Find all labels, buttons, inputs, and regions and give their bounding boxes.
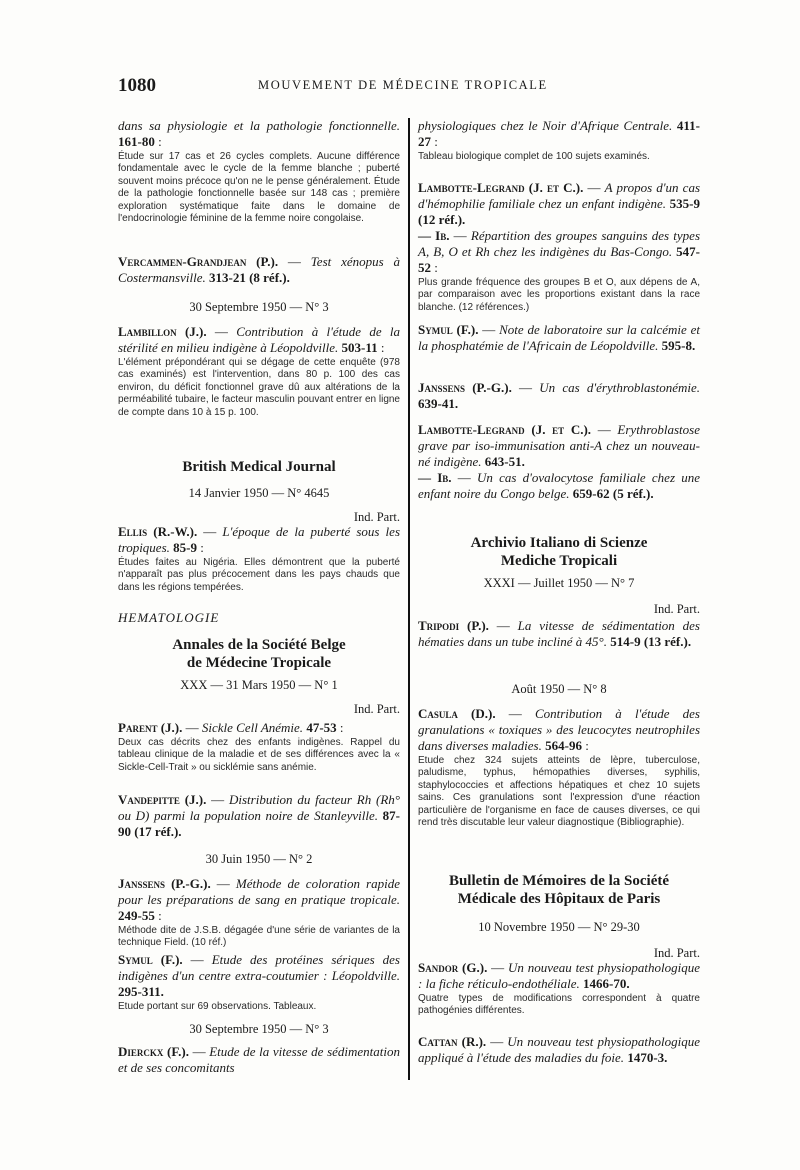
entry-symul-2: Symul (F.). — Note de laboratoire sur la calcémie et la phosphatémie de l'Africain de Léopoldville. 595-8. [418,322,700,353]
issue-date: XXX — 31 Mars 1950 — N° 1 [180,678,338,692]
entry-janssens: Janssens (P.-G.). — Méthode de coloration rapide pour les préparations de sang en pratique tropicale. 249-55 : Méthode dite de J.S.B. dégagée d'une série de variantes de la technique Field. (10 réf.) [118,876,400,949]
entry-pages: 503-11 [338,340,378,355]
ind-part-label: Ind. Part. [653,946,700,960]
entry-pages: 595-8. [658,338,696,353]
entry-pages: 161-80 [118,134,155,149]
entry-title: Sickle Cell Anémie. [201,720,304,735]
issue-date: 30 Septembre 1950 — N° 3 [189,300,329,314]
entry-dierckx: Dierckx (F.). — Etude de la vitesse de sédimentation et de ses concomitants [118,1044,400,1075]
entry-author: Dierckx (F.). [118,1044,189,1059]
entry-vercammen: Vercammen-Grandjean (P.). — Test xénopus à Costermansville. 313-21 (8 réf.). [118,254,401,285]
entry-author: Ellis (R.-W.). [118,524,198,539]
running-title: MOUVEMENT DE MÉDECINE TROPICALE [258,78,548,92]
issue-date: 30 Juin 1950 — N° 2 [205,852,313,866]
entry-pages: 87-90 (17 réf.). [118,808,400,839]
entry-pages: 643-51. [481,454,525,469]
entry-author: Janssens (P.-G.). [118,876,211,891]
entry-note: Etude portant sur 69 observations. Tableaux. [118,1001,317,1012]
entry-author: Vercammen-Grandjean (P.). [118,254,279,269]
entry-symul: Symul (F.). — Etude des protéines sériques des indigènes d'un centre extra-coutumier : Léopoldville. 295-311. Etude portant sur 69 observations. Tableaux. [118,952,400,1012]
ind-part-label: Ind. Part. [353,510,400,524]
entry-pages: 564-96 [541,738,582,753]
entry-author: Symul (F.). [118,952,183,967]
entry-casula: Casula (D.). — Contribution à l'étude des granulations « toxiques » des leucocytes neutrophiles dans diverses maladies. 564-96 : Etude chez 324 sujets atteints de lèpre, tuberculose, paludisme, typhus, hémopathies diverses, syphilis, staphylococcies et affections hépatiques et chez 10 sujets sains. Ces granulations sont l'expression d'une réaction particulière de l'organisme en face de causes diverses, ce qui rend très discutable leur valeur diagnostique (Bibliographie). [418,706,700,829]
entry-title: Un cas d'ovalocytose familiale chez une enfant noire du Congo belge. [418,470,700,501]
entry-author: — Ib. [418,228,450,243]
entry-note: Méthode dite de J.S.B. dégagée d'une série de variantes de la technique Field. (10 réf.) [118,925,400,949]
entry-title: dans sa physiologie et la pathologie fonctionnelle. [118,118,400,133]
entry-title: L'époque de la puberté sous les tropiques. [118,524,400,555]
entry-title: Méthode de coloration rapide pour les préparations de sang en pratique tropicale. [118,876,400,907]
entry-title: Répartition des groupes sanguins des types A, B, O et Rh chez les indigènes du Bas-Congo. [418,228,701,259]
entry-author: Vandepitte (J.). [118,792,207,807]
entry-author: Parent (J.). [118,720,183,735]
entry-title: La vitesse de sédimentation des hématies dans un tube incliné à 45°. [418,618,700,649]
issue-date: Août 1950 — N° 8 [511,682,607,696]
entry-pages: 639-41. [418,396,459,411]
entry-cattan: Cattan (R.). — Un nouveau test physiopathologique appliqué à l'étude des maladies du foie. 1470-3. [418,1034,701,1065]
entry-title: Contribution à l'étude des granulations « toxiques » des leucocytes neutrophiles dans diverses maladies. [418,706,700,753]
entry-vandepitte: Vandepitte (J.). — Distribution du facteur Rh (Rh° ou D) parmi la population noire de Stanleyville. 87-90 (17 réf.). [118,792,400,839]
entry-title: Un cas d'érythroblastonémie. [539,380,700,395]
issue-date: 30 Septembre 1950 — N° 3 [189,1022,329,1036]
entry-pages: 547-52 [418,244,700,275]
entry-lambillon: Lambillon (J.). — Contribution à l'étude de la stérilité en milieu indigène à Léopoldville. 503-11 : L'élément prépondérant qui se dégage de cette enquête (978 cas examinés) est l'intervention, dans 80 p. 100 des cas environ, du déficit fonctionnel grave dû aux altérations de la perméabilité tubaire, le facteur masculin pouvant entrer en ligne de compte dans 10 à 15 p. 100. [118,324,401,418]
entry-pages: 535-9 (12 réf.). [418,196,700,227]
entry-title: Contribution à l'étude de la stérilité en milieu indigène à Léopoldville. [118,324,401,355]
entry-physiologie: dans sa physiologie et la pathologie fonctionnelle. 161-80 : Étude sur 17 cas et 26 cycles complets. Aucune différence fondamentale avec le cycle de la femme blanche ; puberté souvent moins précoce qu'on ne le pense généralement. Étude de la pathologie fonctionnelle basée sur 148 cas ; première exploration systématique faite dans le domaine de l'endocrinologie féminine de la femme noire congolaise. [118,118,400,225]
entry-title: Distribution du facteur Rh (Rh° ou D) parmi la population noire de Stanleyville. [118,792,400,823]
entry-pages: 411-27 [418,118,700,149]
column-divider [408,118,410,1080]
ind-part-label: Ind. Part. [653,602,700,616]
ind-part-label: Ind. Part. [353,702,400,716]
page-header [118,75,678,97]
entry-pages: 249-55 [118,908,155,923]
entry-dierckx-cont: physiologiques chez le Noir d'Afrique Centrale. 411-27 : Tableau biologique complet de 100 sujets examinés. [418,118,700,162]
entry-pages: 47-53 [303,720,337,735]
entry-note: Tableau biologique complet de 100 sujets examinés. [418,151,650,162]
entry-title: Test xénopus à Costermansville. [118,254,401,285]
entry-lambotte-1: Lambotte-Legrand (J. et C.). — A propos d'un cas d'hémophilie familiale chez un enfant indigène. 535-9 (12 réf.). [418,180,701,227]
entry-note: Etude chez 324 sujets atteints de lèpre, tuberculose, paludisme, typhus, hémopathies diverses, syphilis, staphylococcies et affections hépatiques et chez 10 sujets sains. Ces granulations sont l'expression d'une réaction particulière de l'organisme en face de causes diverses, ce qui rend très discutable leur valeur diagnostique (Bibliographie). [418,755,700,829]
entry-title: A propos d'un cas d'hémophilie familiale chez un enfant indigène. [418,180,701,211]
entry-pages: 1466-70. [579,976,630,991]
section-heading: HEMATOLOGIE [118,610,220,625]
entry-note: Quatre types de modifications correspondent à quatre pathogénies différentes. [418,993,700,1017]
entry-pages: 1470-3. [624,1050,668,1065]
entry-janssens-2: Janssens (P.-G.). — Un cas d'érythroblastonémie. 639-41. [418,380,700,411]
entry-ellis: Ellis (R.-W.). — L'époque de la puberté sous les tropiques. 85-9 : Études faites au Nigéria. Elles démontrent que la puberté n'apparaît pas plus précocement dans les pays chauds que dans les régions tempérées. [118,524,400,593]
entry-author: Symul (F.). [418,322,479,337]
entry-author: Lambotte-Legrand (J. et C.). [418,180,584,195]
journal-title: British Medical Journal [182,459,336,475]
entry-author: Lambillon (J.). [118,324,207,339]
entry-sandor: Sandor (G.). — Un nouveau test physiopathologique : la fiche réticulo-endothéliale. 1466-70. Quatre types de modifications correspondent à quatre pathogénies différentes. [418,960,700,1017]
entry-author: Janssens (P.-G.). [418,380,512,395]
entry-parent: Parent (J.). — Sickle Cell Anémie. 47-53 : Deux cas décrits chez des enfants indigènes. Rappel du tableau clinique de la maladie et de ses différences avec la « Sickle-Cell-Trait » ou sicklémie sans anémie. [118,720,400,773]
entry-note: Études faites au Nigéria. Elles démontrent que la puberté n'apparaît pas plus précocement dans les pays chauds que dans les régions tempérées. [118,557,400,593]
entry-pages: 514-9 (13 réf.). [606,634,692,649]
entry-note: L'élément prépondérant qui se dégage de cette enquête (978 cas examinés) est l'intervention, dans 80 p. 100 des cas environ, du déficit fonctionnel grave dû aux altérations de la perméabilité tubaire, le facteur masculin pouvant entrer en ligne de compte dans 10 à 15 p. 100. [118,357,400,418]
issue-date: 14 Janvier 1950 — N° 4645 [188,486,330,500]
entry-lambotte-3: Lambotte-Legrand (J. et C.). — Erythroblastose grave par iso-immunisation anti-A chez un nouveau-né indigène. 643-51. [418,422,700,469]
issue-date: 10 Novembre 1950 — N° 29-30 [478,920,640,934]
entry-pages: 85-9 [169,540,197,555]
entry-title: Erythroblastose grave par iso-immunisation anti-A chez un nouveau-né indigène. [418,422,700,469]
entry-title: Note de laboratoire sur la calcémie et la phosphatémie de l'Africain de Léopoldville. [418,322,700,353]
entry-note: Plus grande fréquence des groupes B et O, aux dépens de A, par comparaison avec les proportions existant dans la race blanche. (12 références.) [418,277,700,313]
entry-title: physiologiques chez le Noir d'Afrique Centrale. [418,118,673,133]
entry-author: Lambotte-Legrand (J. et C.). [418,422,592,437]
entry-author: Sandor (G.). [418,960,488,975]
entry-title: Etude des protéines sériques des indigènes d'un centre extra-coutumier : Léopoldville. [118,952,400,983]
entry-title: Etude de la vitesse de sédimentation et de ses concomitants [118,1044,400,1075]
issue-date: XXXI — Juillet 1950 — N° 7 [483,576,635,590]
entry-pages: 313-21 (8 réf.). [205,270,290,285]
entry-note: Étude sur 17 cas et 26 cycles complets. Aucune différence fondamentale avec le cycle de la femme blanche ; puberté souvent moins précoce qu'on ne le pense généralement. Étude de la pathologie fonctionnelle basée sur 148 cas ; première exploration systématique faite dans le domaine de l'endocrinologie féminine de la femme noire congolaise. [118,151,400,225]
journal-title: Archivio Italiano di Scienze Mediche Tropicali [470,535,648,569]
entry-note: Deux cas décrits chez des enfants indigènes. Rappel du tableau clinique de la maladie et de ses différences avec la « Sickle-Cell-Trait » ou sicklémie sans anémie. [118,737,400,773]
journal-title: Bulletin de Mémoires de la Société Médicale des Hôpitaux de Paris [448,873,670,907]
page-number: 1080 [118,75,156,96]
entry-tripodi: Tripodi (P.). — La vitesse de sédimentation des hématies dans un tube incliné à 45°. 514-9 (13 réf.). [418,618,700,649]
entry-lambotte-4: — Ib. — Un cas d'ovalocytose familiale chez une enfant noire du Congo belge. 659-62 (5 réf.). [418,470,700,501]
entry-author: Cattan (R.). [418,1034,487,1049]
entry-author: Casula (D.). [418,706,496,721]
entry-lambotte-2: — Ib. — Répartition des groupes sanguins des types A, B, O et Rh chez les indigènes du Bas-Congo. 547-52 : Plus grande fréquence des groupes B et O, aux dépens de A, par comparaison avec les proportions existant dans la race blanche. (12 références.) [418,228,701,313]
entry-author: — Ib. [418,470,452,485]
journal-title: Annales de la Société Belge de Médecine Tropicale [172,637,346,671]
entry-title: Un nouveau test physiopathologique appliqué à l'étude des maladies du foie. [418,1034,701,1065]
entry-pages: 295-311. [118,984,164,999]
entry-title: Un nouveau test physiopathologique : la fiche réticulo-endothéliale. [418,960,700,991]
entry-author: Tripodi (P.). [418,618,489,633]
entry-pages: 659-62 (5 réf.). [569,486,654,501]
